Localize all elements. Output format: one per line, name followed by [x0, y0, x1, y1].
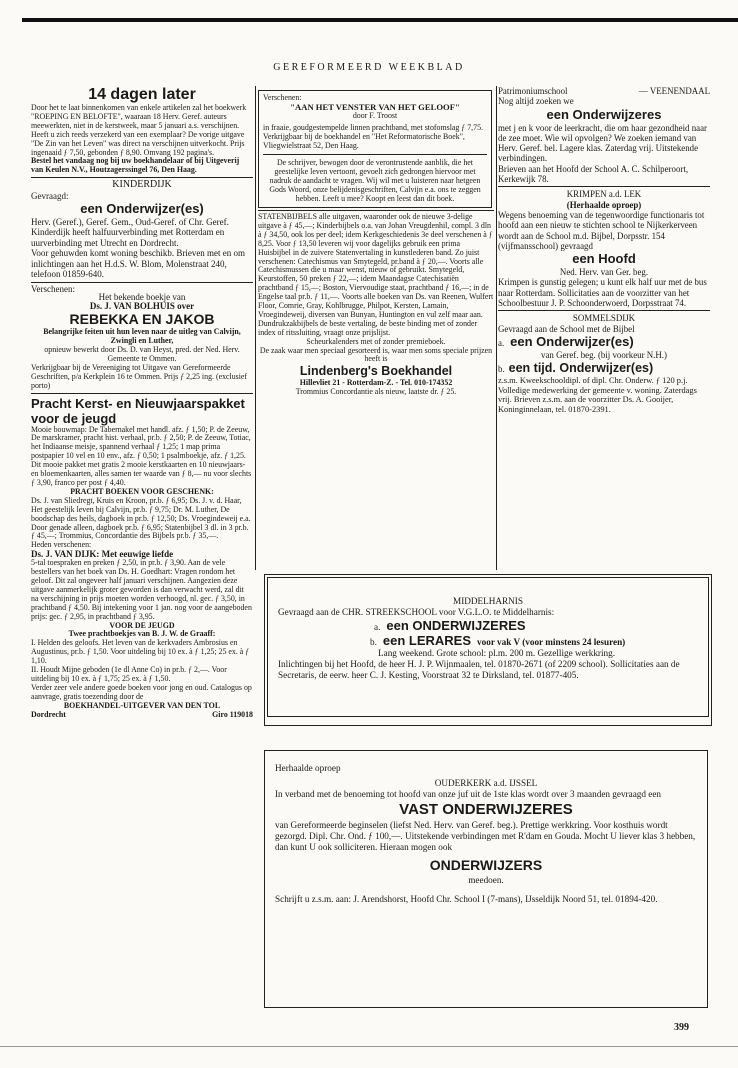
ad-sommelsdijk: [498, 313, 710, 414]
ad-title: 14 dagen later: [88, 86, 196, 103]
ad-ouderkerk: [262, 748, 710, 1018]
ad-shop: Lindenberg's Boekhandel: [299, 364, 453, 379]
ad-jeugd-title: VOOR DE JEUGD: [109, 620, 175, 630]
ad-sub: Belangrijke feiten uit hun leven naar de uitleg van Calvijn, Zwingli en Luther,: [43, 327, 241, 346]
ad-place: MIDDELHARNIS: [453, 596, 523, 606]
ad-contact: Schrijft u z.s.m. aan: J. Arendshorst, Hoofd Chr. School I (7-mans), IJsseldijk Noord 51, tel. 01894-420.: [275, 894, 658, 904]
ad-item-a: a.: [374, 622, 381, 632]
ad-signature: BOEKHANDEL-UITGEVER VAN DEN TOL: [63, 700, 221, 710]
ad-calendars: Scheurkalenders met of zonder premieboek.: [306, 336, 446, 346]
ad-line: Nog altijd zoeken we: [498, 96, 574, 107]
ad-place: SOMMELSDIJK: [572, 313, 636, 324]
ad-order: Bestel het vandaag nog bij uw boekhandelaar of bij Uitgeverij van Keulen N.V., Houtzagerssingel 76, Den Haag.: [31, 156, 240, 175]
ad-body-2: Voor gehuwden komt woning beschikb. Brieven met en om inlichtingen aan het H.d.S. W. Blom, Molenstraat 240, telefoon 01859-640.: [31, 248, 246, 280]
ad-title: een Onderwijzer(es): [80, 201, 204, 217]
ad-venster: [258, 90, 492, 208]
ad-title: REBEKKA EN JAKOB: [69, 311, 215, 328]
column-rule: [255, 86, 256, 570]
ad-rebekka: [31, 285, 253, 391]
ad-author: door F. Troost: [352, 110, 398, 120]
ad-krimpen: [498, 189, 710, 308]
ad-redone: opnieuw bewerkt door Ds. D. van Heyst, pred. der Ned. Herv. Gemeente te Ommen.: [44, 345, 240, 363]
ad-denom: Ned. Herv. van Ger. beg.: [559, 267, 649, 278]
ad-title-a: een ONDERWIJZERES: [386, 618, 526, 633]
ad-title-2: ONDERWIJZERS: [429, 857, 543, 873]
ad-kerstpakket: [31, 396, 253, 720]
column-3: [498, 86, 710, 415]
ad-roeping: [31, 86, 253, 175]
column-rule: [496, 86, 497, 570]
ad-line: Gevraagd aan de CHR. STREEKSCHOOL voor V.G.L.O. te Middelharnis:: [278, 607, 555, 617]
ad-body: met j en k voor de leerkracht, die om haar gezondheid naar de zee moet. Wie wil opvolgen? We zoeken iemand van Herv. Geref. bel. Lagere klas. Zaterdag vrij. Uitstekende verbindingen.: [498, 122, 707, 164]
ad-body-2: Brieven aan het Hoofd der School A. C. Schilperoort, Kerkewijk 78.: [498, 163, 689, 185]
ad-line: Gevraagd aan de School met de Bijbel: [498, 323, 635, 334]
ad-city: Dordrecht: [31, 709, 66, 719]
ad-body: Inlichtingen bij het Hoofd, de heer H. J. P. Wijnmaalen, tel. 01870-2671 (of 2209 school). Sollicitaties aan de Secretaris, de eerw. heer C. J. Kesting, Voorstraat 32 te Dirksland, tel. 01877-405.: [278, 659, 680, 680]
ad-statenbijbels: [258, 213, 494, 397]
ad-gifts-title: PRACHT BOEKEN VOOR GESCHENK:: [70, 486, 214, 496]
ad-more: Verder zeer vele andere goede boeken voor jong en oud. Catalogus op aanvrage, gratis toezending door de: [31, 682, 252, 701]
ad-body: STATENBIJBELS alle uitgaven, waaronder ook de nieuwe 3-delige uitgave à ƒ 45,—; Kinderbijbels o.a. van Johan Vreugdenhil, compl. 3 dln à ƒ 34,50, ook los per deel; idem Kerkgeschiedenis 3e deel verschenen à ƒ 8,25. Voor ƒ 13,50 leveren wij voor dagelijks gebruik een prima Huisbijbel in de zuivere Statenvertaling in kunstlederen band. Zo juist verschenen: Catechismus van Smytegeld, pr.band à ƒ 20,—. Voorts alle Catechismussen die u maar wenst, nieuw of gebruikt. Smytegeld, Keurstoffen, 50 preken ƒ 22,—; idem Maandagse Catechisatiën prachtband ƒ 15,—; Boston, Viervoudige staat, prachtband ƒ 16,—; in de Engelse taal pr.b. ƒ 11,—. Voorts alle boeken van Ds. van Reenen, Wulfert Floor, Comrie, Gray, Kohlbrugge, Philpot, Kersten, Lamain, Vroegindeweij, diversen van Bunyan, Huntington en vul zelf maar aan. Dundrukzakbijbels de beste vertaling, de beste binding met of zonder index of ritssluiting, vraagt onze prijslijst.: [258, 211, 494, 337]
ad-title: Pracht Kerst- en Nieuwjaarspakket voor de jeugd: [31, 395, 245, 426]
ad-body-2: De schrijver, bewogen door de verontrustende aanblik, die het geestelijke leven vertoont, gevoelt zich gedrongen hiervoor met nadruk de aandacht te vragen. Wij wil met u luisteren naar hetgeen Gods Woord, onze belijdenisgeschriften, Calvijn e.a. ons te zeggen hebben. Leeft u mee? Koopt en leest dan dit boek.: [269, 158, 481, 204]
ad-body-2: Krimpen is gunstig gelegen; u kunt elk half uur met de bus naar Rotterdam. Sollicitaties aan de voorzitter van het Schoolbestuur J. P. Schoonderwoerd, Dorpsstraat 74.: [498, 277, 707, 309]
ad-extra: Trommius Concordantie als nieuw, laatste dr. ƒ 25.: [295, 387, 457, 397]
column-1: [31, 86, 253, 719]
ad-body: Door het te laat binnenkomen van enkele artikelen zal het boekwerk "ROEPING EN BELOFTE", waaraan 18 Herv. Geref. auteurs meewerkten, niet in de kerstweek, maar 5 januari a.s. verschijnen. Heeft u zich reeds verzekerd van een exemplaar? De vorige uitgave "De Zin van het Leven" was direct na verschijnen uitverkocht. Prijs ingenaaid ƒ 7,50, gebonden ƒ 8,90. Omvang 192 pagina's.: [31, 103, 247, 157]
ad-title-b: een tijd. Onderwijzer(es): [508, 361, 654, 376]
ad-place: OUDERKERK a.d. IJSSEL: [434, 778, 538, 788]
ad-place: — VEENENDAAL: [638, 86, 710, 96]
ad-intro: Herhaalde oproep: [275, 763, 341, 773]
ad-author: Ds. J. VAN BOLHUIS over: [89, 301, 195, 312]
ad-item-b: b.: [498, 364, 505, 375]
ad-dijk: Ds. J. VAN DIJK: Met eeuwige liefde: [31, 549, 174, 560]
page-number: 399: [674, 1022, 689, 1033]
ad-note: De zaak waar men speciaal gesorteerd is, waar men soms speciale prijzen heeft is: [259, 345, 493, 364]
bottom-rule: [0, 1046, 738, 1047]
ad-sub-a: van Geref. beg. (bij voorkeur N.H.): [541, 349, 667, 360]
ad-body: Herv. (Geref.), Geref. Gem., Oud-Geref. of Chr. Geref. Kinderdijk heeft halfuurverbinding met Rotterdam en uurverbinding met Utrecht en Dordrecht.: [31, 217, 229, 248]
ad-address: Hillevliet 21 - Rotterdam-Z. - Tel. 010-174352: [299, 378, 453, 388]
ad-title: "AAN HET VENSTER VAN HET GELOOF": [290, 101, 460, 112]
ad-jeugd-sub: Twee prachtboekjes van B. J. W. de Graaff:: [68, 629, 216, 639]
page-header: GEREFORMEERD WEEKBLAD: [273, 62, 465, 73]
column-2: [258, 86, 494, 397]
ad-title: een Hoofd: [572, 251, 636, 267]
ad-line: In verband met de benoeming tot hoofd van onze juf uit de 1ste klas wordt over 3 maanden gevraagd een: [275, 789, 662, 799]
ad-place: KRIMPEN a.d. LEK: [566, 189, 642, 200]
ad-body: van Gereformeerde beginselen (liefst Ned. Herv. van Geref. beg.). Prettige werkkring. Voor kosthuis wordt gezorgd. Dipl. Chr. Ond. ƒ 100,—. Uitstekende verbindingen met R'dam en Gouda. Mocht U liever klas 3 hebben, dan kunt U ook solliciteren. Hieraan mogen ook: [275, 820, 696, 852]
ad-sub-b: voor vak V (voor minstens 24 lesuren): [477, 637, 626, 647]
ad-note: Lang weekend. Grote school: pl.m. 200 m. Gezellige werkkring.: [378, 648, 616, 658]
ad-body: Wegens benoeming van de tegenwoordige functionaris tot hoofd aan een nieuw te stichten school te Nijkerkerveen wordt aan de School m.d. Bijbel, Dorpsstr. 154 (vijfmansschool) gevraagd: [498, 209, 705, 251]
ad-middelharnis: [264, 574, 712, 726]
top-rule: [22, 18, 738, 22]
ad-dijk-body: 5-tal toespraken en preken ƒ 2,50, in pr.b. ƒ 3,90. Aan de vele bestellers van het boek van Ds. H. Goedhart: Vragen rondom het geloof. Dit zal ongeveer half januari verschijnen. Aangezien deze uitgave aanmerkelijk groter geworden is dan verwacht werd, zal dit na verschijning in prijs moeten worden verhoogd, nl. gec. ƒ 3,50, in prachtband ƒ 4,50. Bij intekening voor 1 jan. nog voor de aangeboden prijs: gec. ƒ 2,95, in prachtband ƒ 3,95.: [31, 558, 252, 621]
ad-title: VAST ONDERWIJZERES: [399, 801, 573, 818]
ad-heden: Heden verschenen:: [31, 540, 92, 550]
ad-intro: Verschenen:: [31, 283, 75, 294]
ad-kinderdijk: [31, 180, 253, 279]
ad-veenendaal: [498, 86, 710, 184]
ad-body: z.s.m. Kweekschooldipl. of dipl. Chr. Onderw. ƒ 120 p.j. Volledige medewerking der gemeente v. woning. Zaterdags vrij. Brieven z.s.m. aan de voorzitter Ds. A. Gooijer, Koninginnelaan, tel. 01870-2391.: [498, 376, 697, 415]
ad-title-a: een Onderwijzer(es): [510, 333, 634, 349]
ad-avail: Verkrijgbaar bij de Vereeniging tot Uitgave van Gereformeerde Geschriften, p/a Kerkplein 16 te Ommen. Prijs ƒ 2,25 ing. (exclusief porto): [31, 362, 248, 390]
ad-place: KINDERDIJK: [112, 179, 172, 191]
ad-giro: Giro 119018: [212, 709, 253, 719]
ad-org: Patrimoniumschool: [498, 86, 568, 96]
ad-body: in fraaie, goudgestempelde linnen prachtband, met stofomslag ƒ 7,75. Verkrijgbaar bij de boekhandel en "Het Reformatorische Boek", Vliegwielstraat 52, Den Haag.: [263, 122, 484, 150]
ad-title-b: een LERARES: [382, 633, 472, 648]
ad-title: een Onderwijzeres: [546, 106, 662, 122]
ad-sub: (Herhaalde oproep): [566, 199, 642, 210]
ad-item-b: b.: [370, 637, 377, 647]
ad-gifts: Ds. J. van Sliedregt, Kruis en Kroon, pr.b. ƒ 6,95; Ds. J. v. d. Haar, Het geestelijk leven bij Calvijn, pr.b. ƒ 9,75; Dr. M. Luther, De boodschap des heils, dagboek in pr.b. ƒ 12,50; Ds. Vroegindeweij e.a. Door genade alleen, dagboek pr.b. ƒ 6,95; Statenbijbel 3 dl. in 3 pr.b. ƒ 45,—; Trommius, Concordantie des Bijbels pr.b. ƒ 35,—.: [31, 495, 251, 541]
ad-line: Het bekende boekje van: [98, 292, 186, 303]
ad-asked: Gevraagd:: [31, 190, 69, 201]
ad-meedoen: meedoen.: [468, 875, 504, 885]
ad-intro: Verschenen:: [263, 93, 302, 102]
ad-jeugd-1: I. Helden des geloofs. Het leven van de kerkvaders Ambrosius en Augustinus, pr.b. ƒ 1,50. Voor uitdeling bij 10 ex. à ƒ 1,25; 25 ex. à ƒ 1,10.: [31, 638, 250, 666]
ad-jeugd-2: II. Houdt Mijne geboden (1e dl Anne Co) in pr.b. ƒ 2,—. Voor uitdeling bij 10 ex. à ƒ 1,75; 25 ex. à ƒ 1,50.: [31, 665, 227, 683]
ad-item-a: a.: [498, 337, 505, 348]
ad-body: Mooie bouwmap: De Tabernakel met handl. afz. ƒ 1,50; P. de Zeeuw, De marskramer, pracht hist. verhaal, pr.b. ƒ 2,50; P. de Zeeuw, Totiac, het Indiaanse meisje, spannend verhaal ƒ 1,25; 1 map prima postpapier 10 vel en 10 env., afz. ƒ 0,50; 1 psalmboekje, afz. ƒ 1,25. Dit mooie pakket met gratis 2 mooie kerstkaarten en 10 nieuwjaars- en bloemenkaarten, alles samen ter waarde van ƒ 8,— nu voor slechts ƒ 3,90, franco per post ƒ 4,40.: [31, 424, 252, 487]
